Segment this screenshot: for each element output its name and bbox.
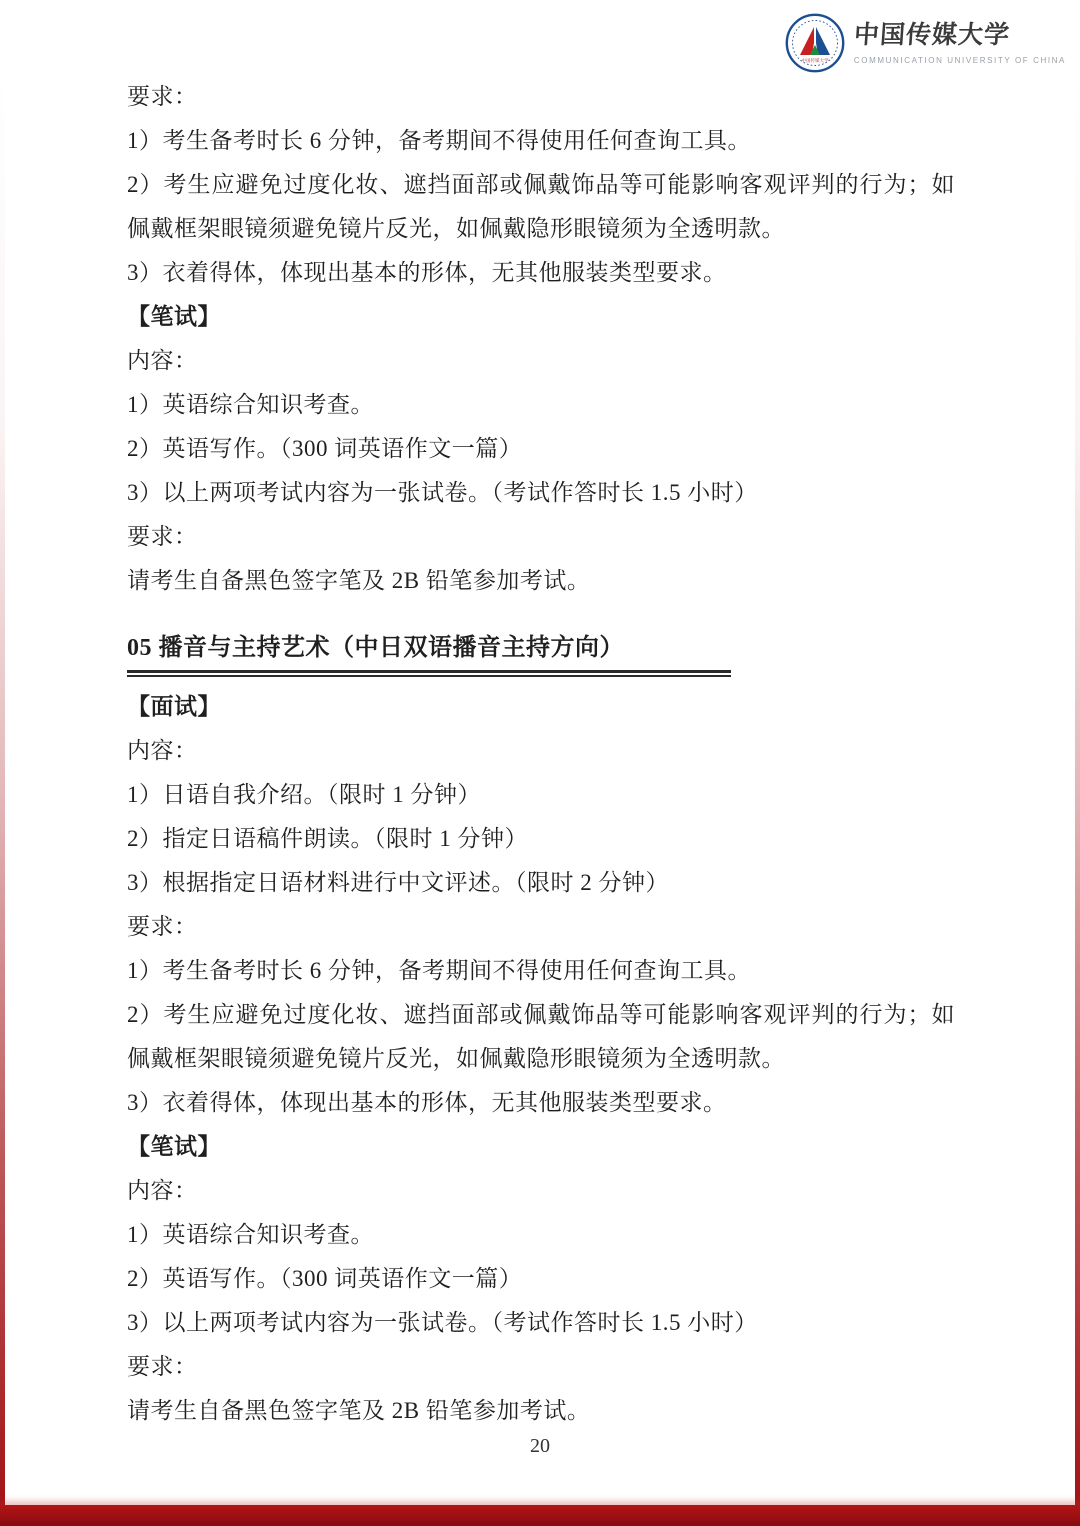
require-label: 要求：: [127, 914, 198, 939]
logo-en-name: COMMUNICATION UNIVERSITY OF CHINA: [853, 55, 1066, 65]
list-item: 3）衣着得体，体现出基本的形体，无其他服装类型要求。: [127, 1090, 727, 1115]
require-label: 要求：: [127, 1354, 198, 1379]
interview-heading: 【面试】: [127, 694, 221, 719]
right-edge-accent: [1075, 70, 1080, 1526]
written-note: 请考生自备黑色签字笔及 2B 铅笔参加考试。: [127, 568, 591, 593]
content-label: 内容：: [127, 1178, 198, 1203]
list-item: 2）英语写作。（300 词英语作文一篇）: [127, 1266, 523, 1291]
bottom-red-bar: [0, 1505, 1080, 1526]
list-item: 1）英语综合知识考查。: [127, 1222, 374, 1247]
logo-text: [854, 21, 1066, 66]
program-title: 05 播音与主持艺术（中日双语播音主持方向）: [127, 635, 624, 661]
content-label: 内容：: [127, 738, 198, 763]
list-item: 2）考生应避免过度化妆、遮挡面部或佩戴饰品等可能影响客观评判的行为；如佩戴框架眼镜须避免镜片反光，如佩戴隐形眼镜须为全透明款。: [127, 1002, 955, 1071]
left-edge-accent: [0, 70, 5, 1526]
list-item: 1）日语自我介绍。（限时 1 分钟）: [127, 782, 481, 807]
require-label: 要求：: [127, 84, 198, 109]
list-item: 3）以上两项考试内容为一张试卷。（考试作答时长 1.5 小时）: [127, 1310, 758, 1335]
list-item: 2）英语写作。（300 词英语作文一篇）: [127, 436, 523, 461]
list-item: 1）考生备考时长 6 分钟，备考期间不得使用任何查询工具。: [127, 128, 751, 153]
emblem-seal-text: 中国传媒大学: [801, 58, 829, 63]
content-label: 内容：: [127, 348, 198, 373]
university-logo: [785, 13, 1066, 73]
list-item: 1）英语综合知识考查。: [127, 392, 374, 417]
require-label: 要求：: [127, 524, 198, 549]
section-program-05: [127, 631, 955, 1433]
list-item: 3）根据指定日语材料进行中文评述。（限时 2 分钟）: [127, 870, 669, 895]
list-item: 1）考生备考时长 6 分钟，备考期间不得使用任何查询工具。: [127, 958, 751, 983]
title-double-rule: [127, 670, 731, 677]
cuc-emblem-icon: [785, 13, 845, 73]
document-content: [127, 75, 955, 1433]
logo-cn-name: 中国传媒大学: [853, 21, 1011, 49]
page-number: 20: [530, 1435, 550, 1457]
list-item: 3）衣着得体，体现出基本的形体，无其他服装类型要求。: [127, 260, 727, 285]
list-item: 3）以上两项考试内容为一张试卷。（考试作答时长 1.5 小时）: [127, 480, 758, 505]
section-top-written-test: [127, 75, 955, 603]
written-test-heading: 【笔试】: [127, 304, 221, 329]
list-item: 2）指定日语稿件朗读。（限时 1 分钟）: [127, 826, 528, 851]
written-test-heading: 【笔试】: [127, 1134, 221, 1159]
list-item: 2）考生应避免过度化妆、遮挡面部或佩戴饰品等可能影响客观评判的行为；如佩戴框架眼镜须避免镜片反光，如佩戴隐形眼镜须为全透明款。: [127, 172, 955, 241]
written-note: 请考生自备黑色签字笔及 2B 铅笔参加考试。: [127, 1398, 591, 1423]
